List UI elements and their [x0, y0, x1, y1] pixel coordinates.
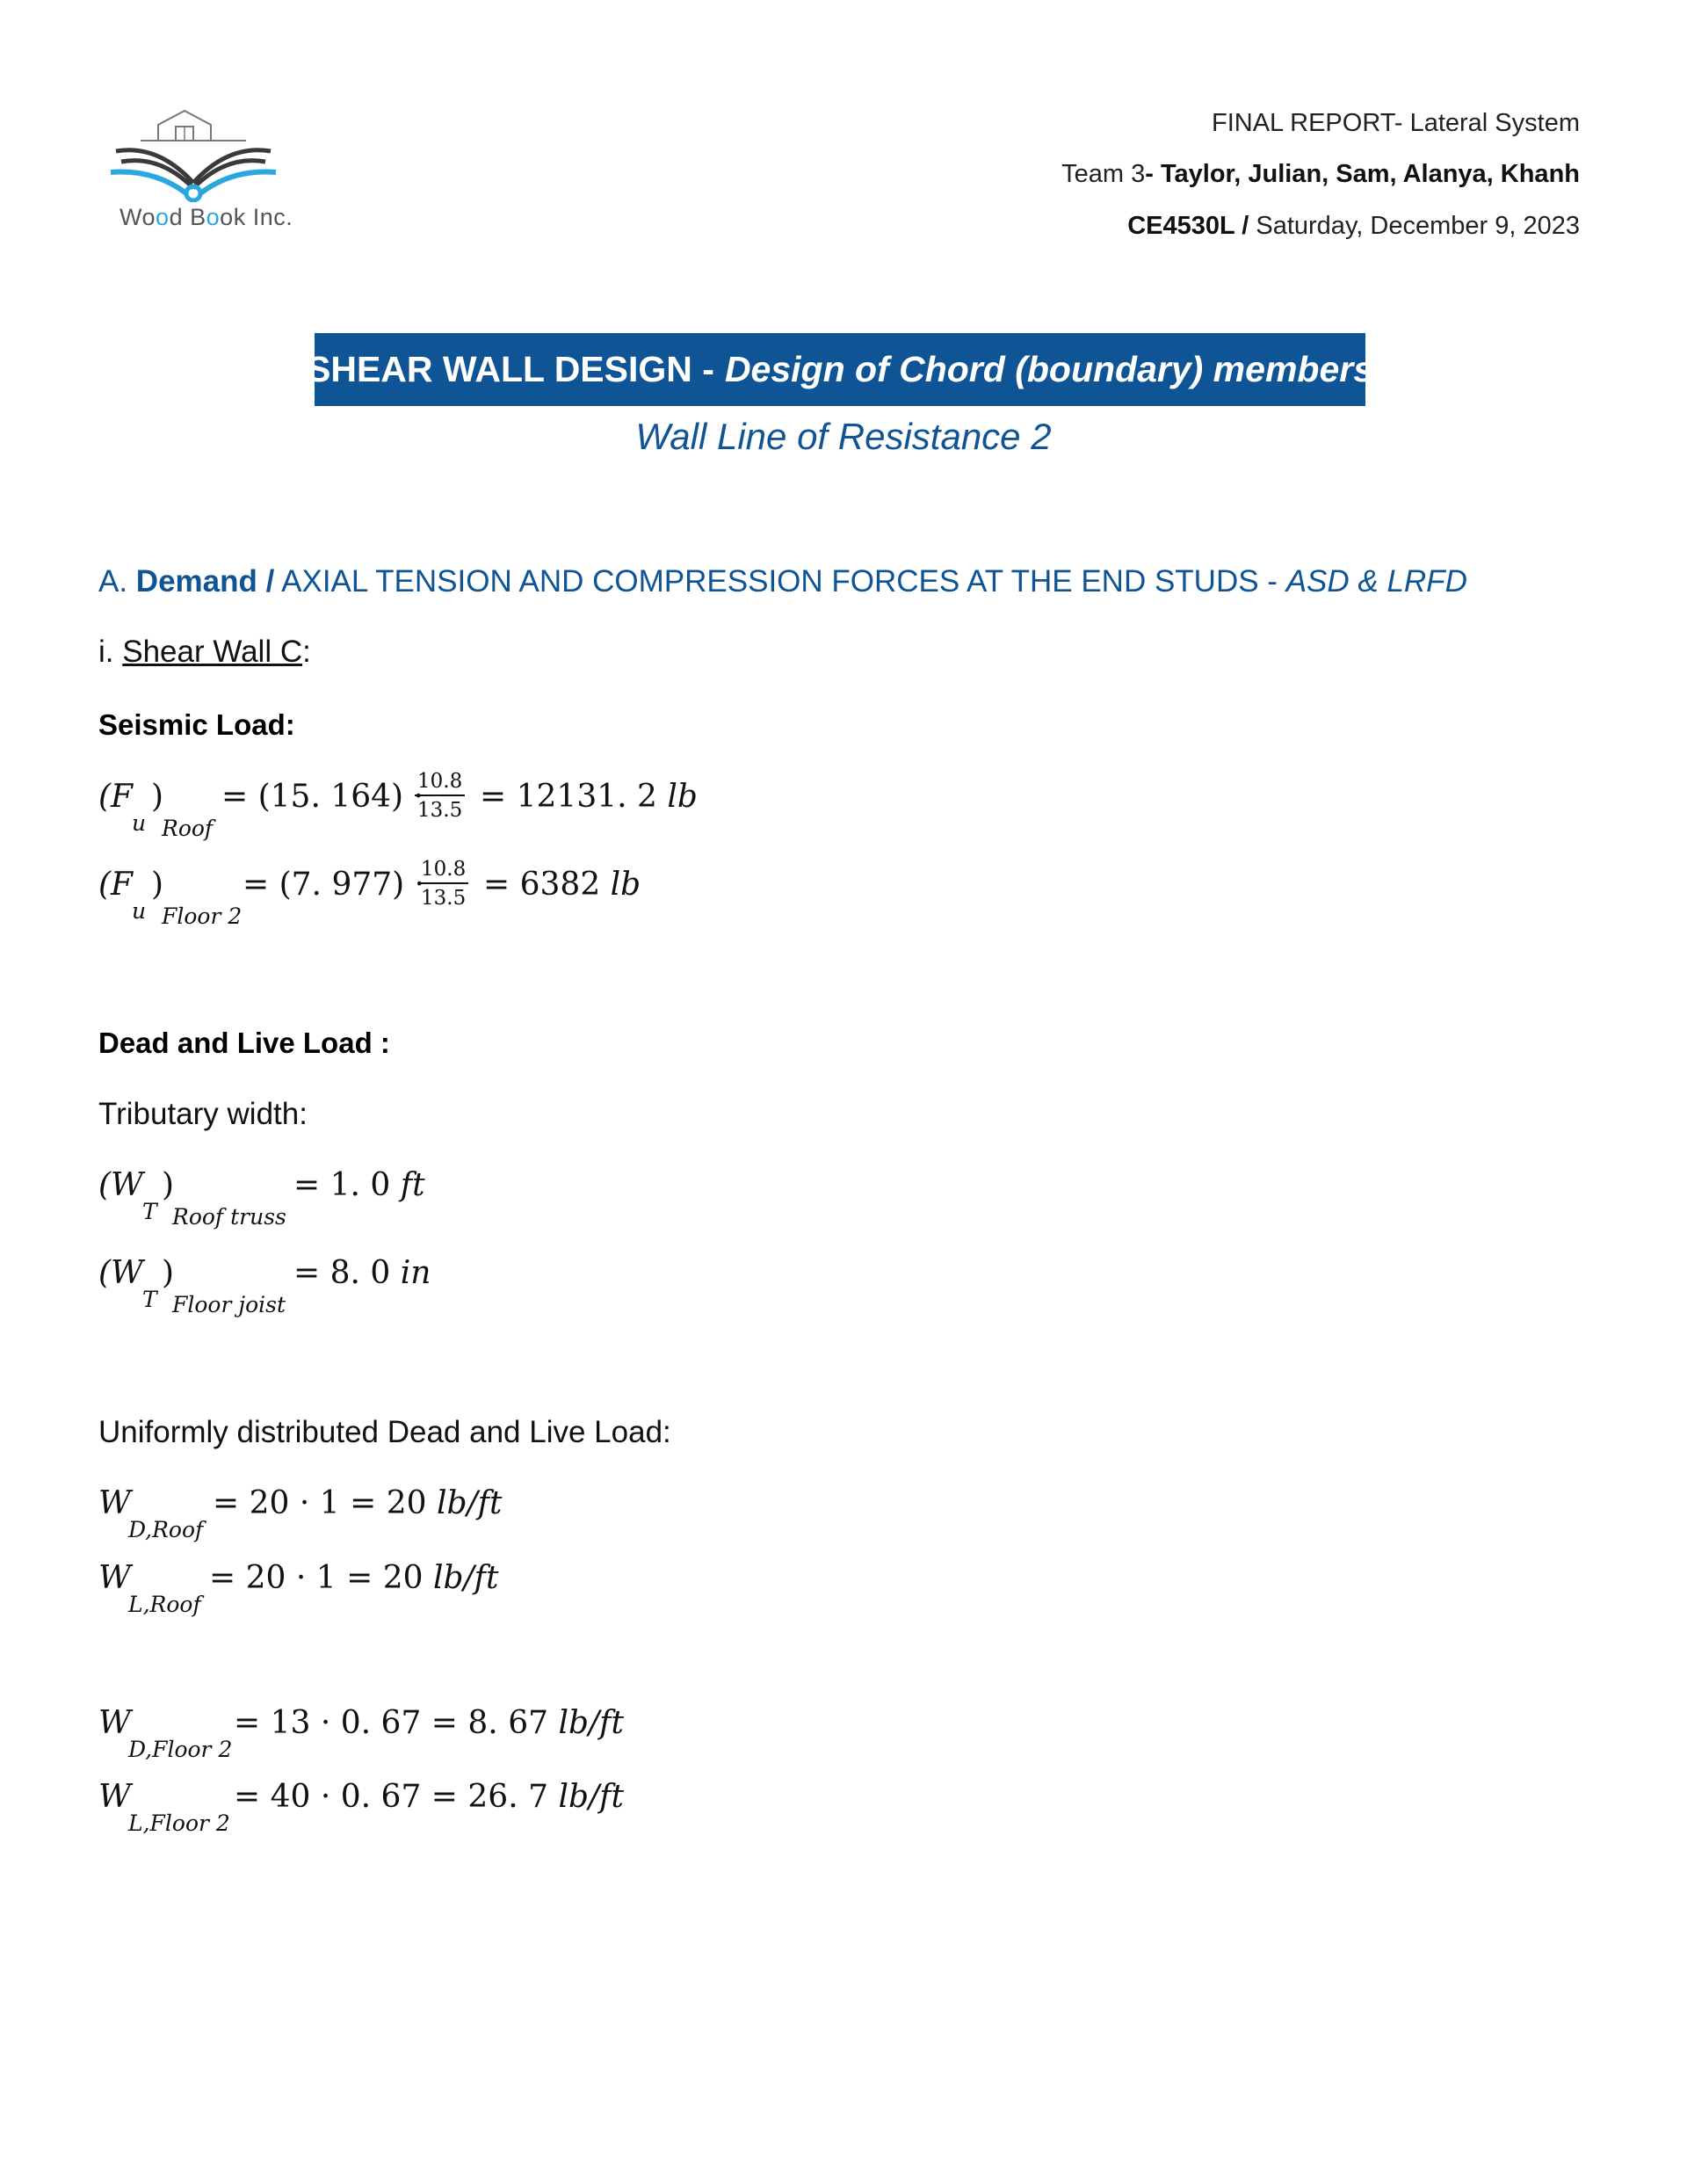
eq-rhs	[293, 1167, 425, 1203]
eq-rhs-value: = 20 · 1 = 20	[213, 1485, 437, 1521]
eq-lhs: (W	[98, 1167, 144, 1203]
eq-sub: Floor joist	[172, 1292, 286, 1317]
eq-rhs-value: = 20 · 1 = 20	[209, 1560, 433, 1596]
eq-lhs: (F	[98, 867, 134, 903]
eq-rhs	[234, 1705, 624, 1741]
eq-sub-t: T	[142, 1287, 157, 1312]
team-label: Team 3	[1061, 160, 1146, 188]
section-a-prefix: A.	[98, 564, 136, 599]
section-a-text: AXIAL TENSION AND COMPRESSION FORCES AT THE END STUDS -	[274, 564, 1286, 599]
eq-sub: Roof truss	[172, 1204, 286, 1230]
eq-rhs	[293, 1255, 431, 1291]
shear-wall-name: Shear Wall C	[122, 635, 303, 669]
eq-sub: L,Roof	[128, 1592, 201, 1617]
eq-sub: Roof	[162, 816, 214, 841]
title-emphasis: Design of Chord (boundary) members	[724, 349, 1373, 389]
eq-rhs	[480, 779, 698, 815]
section-a-heading	[98, 564, 1467, 599]
title-banner	[307, 333, 1373, 406]
eq-lhs: W	[98, 1560, 132, 1596]
report-title: FINAL REPORT- Lateral System	[1211, 109, 1580, 137]
eq-rhs	[213, 1485, 502, 1521]
eq-close: )	[151, 867, 164, 903]
eq-unit: lb/ft	[558, 1705, 624, 1741]
eq-rhs-value: = 40 · 0. 67 = 26. 7	[234, 1779, 559, 1815]
udl-live-floor2	[98, 1779, 889, 1840]
tributary-floor-joist	[98, 1255, 713, 1317]
eq-unit: in	[400, 1255, 431, 1291]
eq-close: )	[162, 1167, 175, 1203]
eq-rhs-value: = 8. 0	[293, 1255, 401, 1291]
eq-unit: ft	[400, 1167, 425, 1203]
eq-rhs-value: = 6382	[483, 867, 611, 903]
eq-unit: lb/ft	[558, 1779, 624, 1815]
eq-unit: lb/ft	[436, 1485, 503, 1521]
udl-dead-floor2	[98, 1705, 889, 1767]
eq-sub: Floor 2	[162, 903, 243, 929]
title-main: SHEAR WALL DESIGN -	[307, 349, 714, 389]
report-date: Saturday, December 9, 2023	[1249, 212, 1580, 240]
eq-unit: lb	[610, 867, 641, 903]
seismic-heading: Seismic Load:	[98, 708, 295, 741]
company-logo	[105, 105, 299, 246]
fraction-numerator: 10.8	[415, 770, 465, 796]
seismic-eq-floor2	[98, 858, 801, 929]
eq-sub-t: T	[142, 1199, 157, 1224]
eq-sub-u: u	[132, 898, 147, 924]
fraction-numerator: 10.8	[418, 858, 468, 884]
shear-wall-suffix: :	[302, 635, 311, 669]
eq-unit: lb	[667, 779, 698, 815]
dead-live-heading: Dead and Live Load :	[98, 1027, 390, 1059]
company-name: Wood Book Inc.	[119, 204, 293, 230]
title-subtitle: Wall Line of Resistance 2	[635, 416, 1052, 457]
course-date-line	[1127, 212, 1580, 241]
eq-lhs: (W	[98, 1255, 144, 1291]
eq-sub: D,Roof	[128, 1517, 204, 1542]
eq-rhs	[483, 867, 641, 903]
seismic-eq-roof	[98, 770, 801, 841]
eq-close: )	[162, 1255, 175, 1291]
book-house-icon	[105, 105, 299, 202]
eq-mid: = (7. 977) ·	[243, 867, 425, 903]
eq-lhs: W	[98, 1705, 132, 1741]
eq-mid: = (15. 164) ·	[221, 779, 424, 815]
fraction-denominator: 13.5	[417, 799, 463, 822]
eq-sub: D,Floor 2	[128, 1737, 233, 1762]
fraction	[418, 858, 468, 910]
eq-lhs: (F	[98, 779, 134, 815]
fraction-denominator: 13.5	[421, 887, 467, 910]
eq-rhs-value: = 13 · 0. 67 = 8. 67	[234, 1705, 559, 1741]
eq-rhs	[209, 1560, 498, 1596]
fraction	[415, 770, 465, 822]
udl-label: Uniformly distributed Dead and Live Load:	[98, 1415, 671, 1449]
shear-wall-label	[98, 635, 311, 670]
tributary-width-label: Tributary width:	[98, 1097, 308, 1131]
eq-lhs: W	[98, 1485, 132, 1521]
eq-rhs	[234, 1779, 624, 1815]
eq-rhs-value: = 12131. 2	[480, 779, 668, 815]
team-members: - Taylor, Julian, Sam, Alanya, Khanh	[1145, 160, 1580, 188]
eq-unit: lb/ft	[432, 1560, 499, 1596]
udl-live-roof	[98, 1560, 801, 1622]
tributary-roof-truss	[98, 1167, 713, 1229]
udl-dead-roof	[98, 1485, 801, 1547]
section-a-methods: ASD & LRFD	[1285, 564, 1467, 599]
eq-sub: L,Floor 2	[128, 1810, 230, 1836]
course-code: CE4530L /	[1127, 212, 1249, 240]
team-line	[1061, 160, 1580, 189]
eq-close: )	[151, 779, 164, 815]
section-a-demand: Demand /	[135, 564, 275, 599]
eq-lhs: W	[98, 1779, 132, 1815]
eq-rhs-value: = 1. 0	[293, 1167, 401, 1203]
eq-sub-u: u	[132, 810, 147, 836]
shear-wall-prefix: i.	[98, 635, 123, 669]
